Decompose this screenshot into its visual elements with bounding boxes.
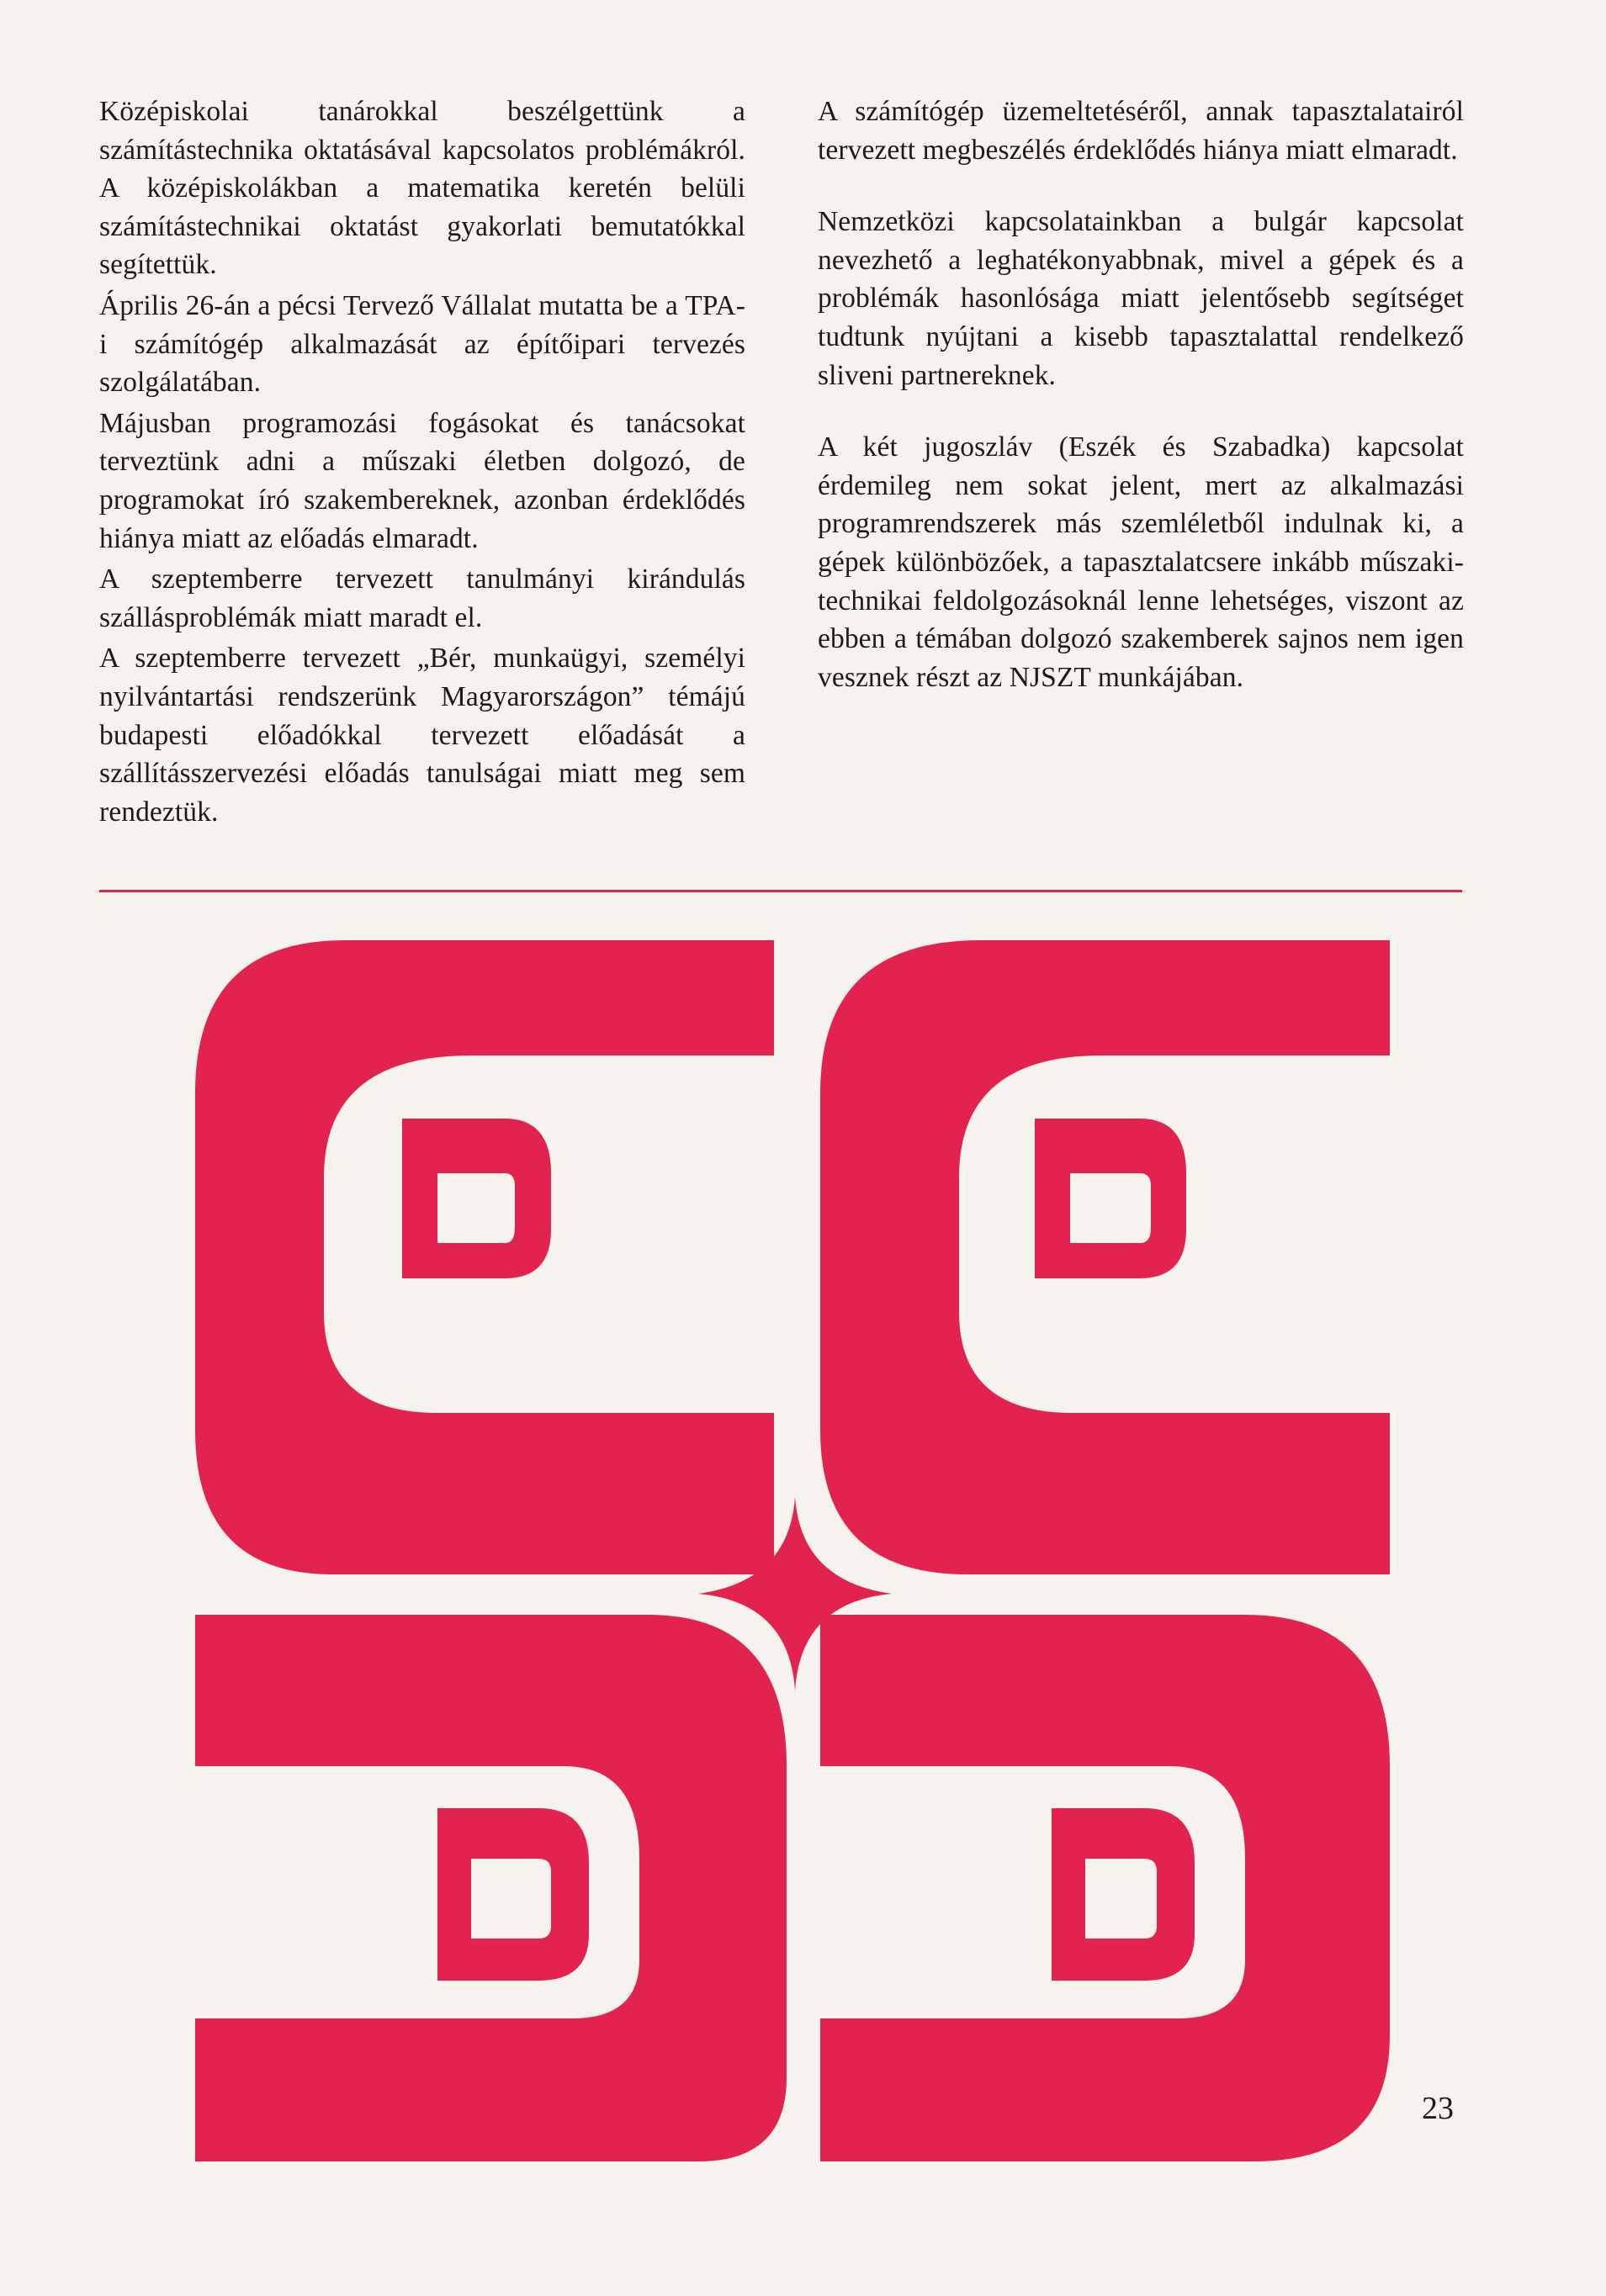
paragraph: Májusban programozási fogásokat és tanácsokat terveztünk adni a műszaki életben dolgozó, de programokat író szakembereknek, azonban érdeklődés hiánya miatt az előadás elmaradt. <box>99 407 745 554</box>
paragraph: A két jugoszláv (Eszék és Szabadka) kapcsolat érdemileg nem sokat jelent, mert az alkalmazási programrendszerek más szemléletből indulnak ki, a gépek különbözőek, a tapasztalatcsere inkább műszaki-technikai feldolgozásoknál lenne lehetséges, viszont az ebben a témában dolgozó szakemberek sajnos nem igen vesznek részt az NJSZT munkájában. <box>818 431 1464 693</box>
paragraph: A számítógép üzemeltetéséről, annak tapasztalatairól tervezett megbeszélés érdeklődés hiánya miatt elmaradt. <box>818 96 1464 166</box>
page-number: 23 <box>1422 2091 1454 2126</box>
paragraph: A szeptemberre tervezett „Bér, munkaügyi, személyi nyilvántartási rendszerünk Magyarországon” témájú budapesti előadókkal tervezett előadását a szállításszervezési előadás tanulságai miatt meg sem rendeztük. <box>99 643 745 828</box>
logo-lower-right-shape <box>820 1615 1390 2161</box>
paragraph: Nemzetközi kapcsolatainkban a bulgár kapcsolat nevezhető a leghatékonyabbnak, mivel a gépek és a problémák hasonlósága miatt jelentősebb segítséget tudtunk nyújtani a kisebb tapasztalattal rendelkező sliveni partnereknek. <box>818 206 1464 391</box>
paragraph: Április 26-án a pécsi Tervező Vállalat mutatta be a TPA-i számítógép alkalmazását az építőipari tervezés szolgálatában. <box>99 289 745 399</box>
logo-upper-right-shape <box>820 940 1390 1574</box>
logo-upper-left-shape <box>195 940 774 1574</box>
paragraph: Középiskolai tanárokkal beszélgettünk a számítástechnika oktatásával kapcsolatos problémákról. A középiskolákban a matematika keretén belüli számítástechnikai oktatást gyakorlati bemutatókkal segítettük. <box>99 96 745 281</box>
paragraph: A szeptemberre tervezett tanulmányi kirándulás szállásproblémák miatt maradt el. <box>99 563 745 633</box>
logo-lower-left-shape <box>195 1615 787 2161</box>
